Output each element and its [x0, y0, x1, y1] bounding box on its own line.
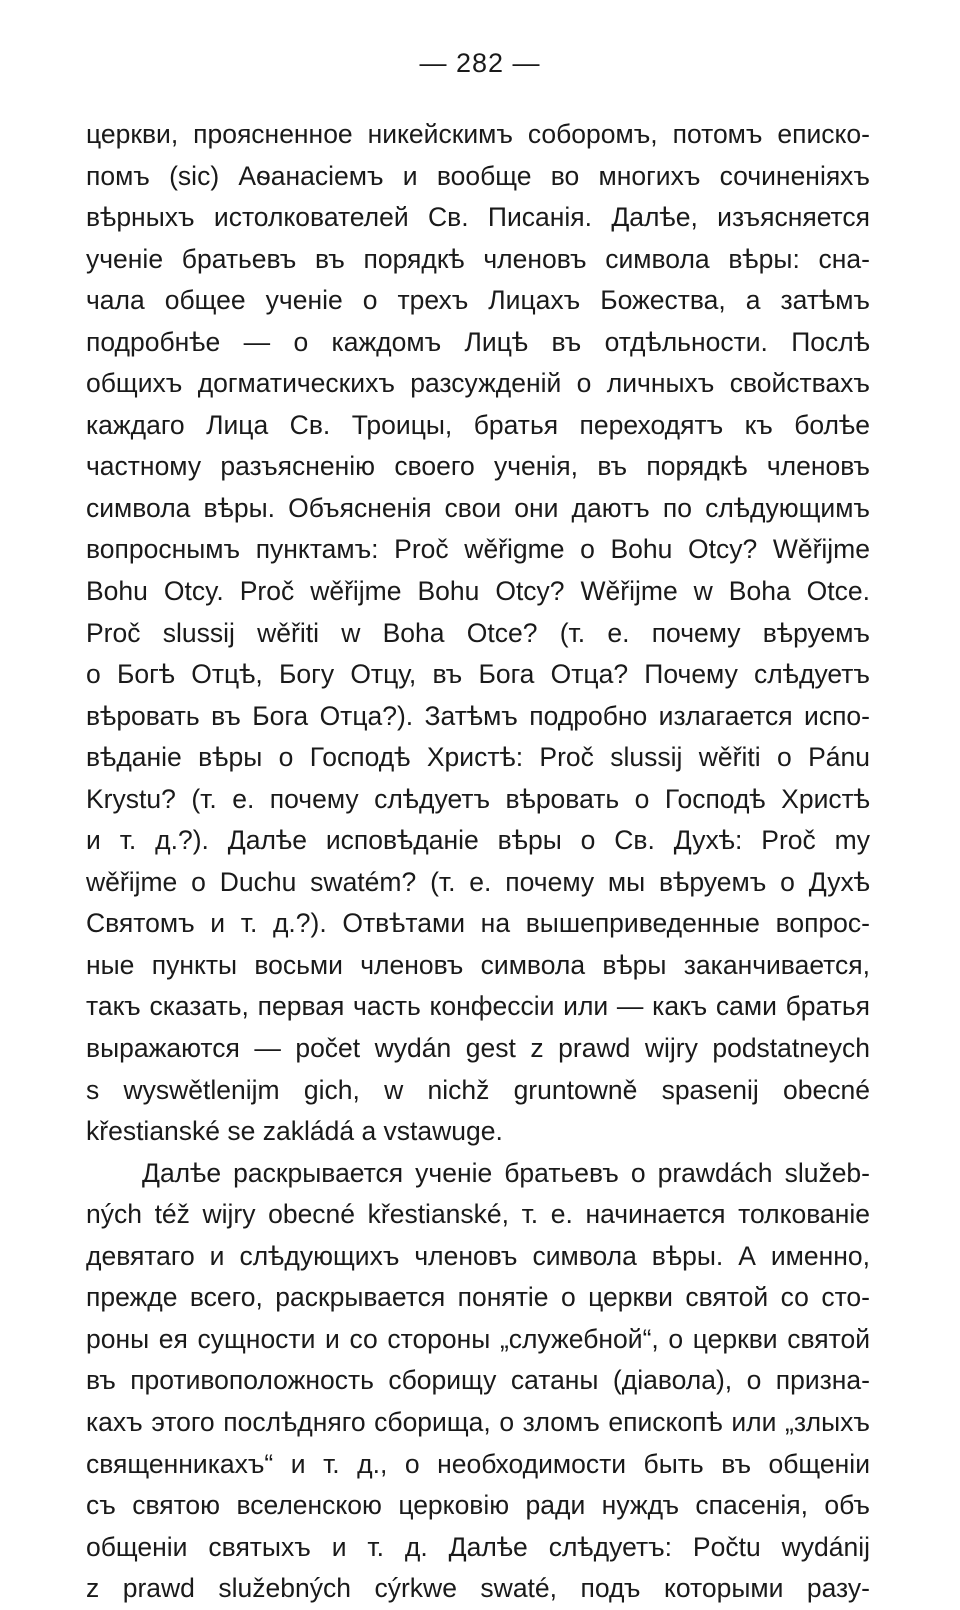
text-line: ные пункты восьми членовъ символа вѣры заканчивается, — [86, 949, 870, 980]
paragraph-1 — [86, 114, 870, 1153]
text-line: роны ея сущности и со стороны „служебной“, о церкви святой — [86, 1323, 870, 1354]
text-line: вопроснымъ пунктамъ: Proč wěřigme o Bohu Otcy? Wěřijme — [86, 534, 870, 565]
text-line: чала общее ученіе о трехъ Лицахъ Божества, а затѣмъ — [86, 285, 870, 316]
text-line: общеніи святыхъ и т. д. Далѣе слѣдуетъ: Počtu wydánij — [86, 1531, 870, 1562]
text-line: Proč slussij wěřiti w Boha Otce? (т. е. почему вѣруемъ — [86, 617, 870, 648]
text-line: такъ сказать, первая часть конфессіи или — какъ сами братья — [86, 991, 870, 1022]
text-line: съ святою вселенскою церковію ради нуждъ спасенія, объ — [86, 1490, 870, 1521]
text-line: подробнѣе — о каждомъ Лицѣ въ отдѣльности. Послѣ — [86, 326, 870, 357]
text-line: Bohu Otcy. Proč wěřijme Bohu Otcy? Wěřijme w Boha Otce. — [86, 576, 870, 607]
text-line: křestianské se zakládá a vstawuge. — [86, 1116, 503, 1147]
text-line: кахъ этого послѣдняго сборища, о зломъ епископѣ или „злыхъ — [86, 1406, 870, 1437]
text-line: z prawd služebných cýrkwe swaté, подъ которыми разу- — [86, 1573, 870, 1604]
text-line: церкви, проясненное никейскимъ соборомъ, потомъ еписко- — [86, 119, 870, 149]
text-line: ученіе братьевъ въ порядкѣ членовъ символа вѣры: сна- — [86, 243, 870, 274]
text-line: общихъ догматическихъ разсужденій о личныхъ свойствахъ — [86, 368, 870, 399]
text-line: частному разъясненію своего ученія, въ порядкѣ членовъ — [86, 451, 870, 482]
text-line: о Богѣ Отцѣ, Богу Отцу, въ Бога Отца? Почему слѣдуетъ — [86, 659, 870, 690]
text-line: каждаго Лица Св. Троицы, братья переходятъ къ болѣе — [86, 409, 870, 440]
paragraph-2 — [86, 1153, 870, 1610]
page-number: — 282 — — [419, 48, 541, 78]
text-line: ných též wijry obecné křestianské, т. е. начинается толкованіе — [86, 1199, 870, 1230]
text-line: Святомъ и т. д.?). Отвѣтами на вышеприведенные вопрос- — [86, 908, 870, 939]
text-line: символа вѣры. Объясненія свои они даютъ по слѣдующимъ — [86, 492, 870, 523]
text-line: wěřijme o Duchu swatém? (т. е. почему мы вѣруемъ о Духѣ — [86, 866, 870, 897]
text-line: въ противоположность сборищу сатаны (діавола), о призна- — [86, 1365, 870, 1396]
text-line: Krystu? (т. е. почему слѣдуетъ вѣровать о Господѣ Христѣ — [86, 783, 870, 814]
body-text — [86, 114, 870, 1610]
text-line: и т. д.?). Далѣе исповѣданіе вѣры о Св. Духѣ: Proč my — [86, 825, 870, 856]
text-line: помъ (sic) Аѳанасіемъ и вообще во многихъ сочиненіяхъ — [86, 160, 870, 191]
text-line: вѣрныхъ истолкователей Св. Писанія. Далѣе, изъясняется — [86, 202, 870, 233]
text-line: девятаго и слѣдующихъ членовъ символа вѣры. А именно, — [86, 1240, 870, 1271]
text-line: выражаются — počet wydán gest z prawd wijry podstatneych — [86, 1033, 870, 1064]
text-line: Далѣе раскрывается ученіе братьевъ о prawdách služeb- — [142, 1157, 870, 1188]
text-line: священникахъ“ и т. д., о необходимости быть въ общеніи — [86, 1448, 870, 1479]
text-line: s wyswětlenijm gich, w nichž gruntowně spasenij obecné — [86, 1074, 870, 1105]
text-line: вѣровать въ Бога Отца?). Затѣмъ подробно излагается испо- — [86, 700, 870, 731]
text-line: вѣданіе вѣры о Господѣ Христѣ: Proč slussij wěřiti o Pánu — [86, 742, 870, 773]
text-line: прежде всего, раскрывается понятіе о церкви святой со сто- — [86, 1282, 870, 1313]
